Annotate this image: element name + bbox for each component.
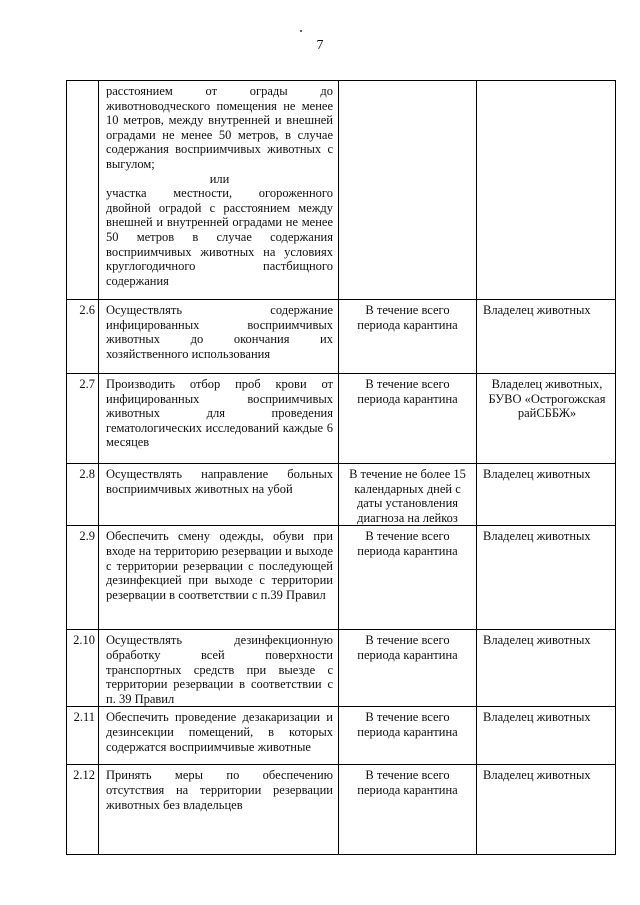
row-number: 2.9 (67, 526, 99, 630)
term-cell: В течение всего периода карантина (339, 526, 477, 630)
row-number: 2.6 (67, 300, 99, 374)
action-cell: Осуществлять направление больных восприимчивых животных на убой (99, 464, 339, 526)
row-number (67, 81, 99, 300)
action-text-part: участка местности, огороженного двойной оградой с расстоянием между внешней и внутренней оградами не менее 50 метров в случае содержания восприимчивых животных на условиях круглогодичного пастбищного содержания (106, 186, 333, 288)
responsible-cell: Владелец животных (477, 526, 616, 630)
scan-speck (300, 30, 302, 32)
responsible-cell: Владелец животных (477, 300, 616, 374)
table-row (67, 707, 616, 765)
page-number: 7 (316, 38, 324, 53)
action-cell (99, 81, 339, 300)
row-number: 2.7 (67, 374, 99, 464)
action-cell: Осуществлять дезинфекционную обработку всей поверхности транспортных средств при выезде с территории резервации в соответствии с п. 39 Правил (99, 630, 339, 707)
responsible-cell: Владелец животных (477, 707, 616, 765)
action-cell: Обеспечить смену одежды, обуви при входе на территорию резервации и выходе с территории резервации с последующей дезинфекцией при выходе с территории резервации в соответствии с п.39 Правил (99, 526, 339, 630)
term-cell: В течение всего периода карантина (339, 765, 477, 855)
table-row (67, 81, 616, 300)
responsible-cell: Владелец животных, БУВО «Острогожская райСББЖ» (477, 374, 616, 464)
table-row (67, 526, 616, 630)
term-cell (339, 81, 477, 300)
table-row (67, 300, 616, 374)
action-cell: Производить отбор проб крови от инфицированных восприимчивых животных для проведения гематологических исследований каждые 6 месяцев (99, 374, 339, 464)
row-number: 2.10 (67, 630, 99, 707)
action-text-or: или (209, 171, 230, 186)
action-cell: Обеспечить проведение дезакаризации и дезинсекции помещений, в которых содержатся восприимчивые животные (99, 707, 339, 765)
row-number: 2.11 (67, 707, 99, 765)
row-number: 2.8 (67, 464, 99, 526)
action-cell: Осуществлять содержание инфицированных восприимчивых животных до окончания их хозяйственного использования (99, 300, 339, 374)
responsible-cell: Владелец животных (477, 765, 616, 855)
row-number: 2.12 (67, 765, 99, 855)
responsible-cell: Владелец животных (477, 464, 616, 526)
term-cell: В течение всего периода карантина (339, 300, 477, 374)
table-row (67, 630, 616, 707)
responsible-cell: Владелец животных (477, 630, 616, 707)
table-row (67, 464, 616, 526)
responsible-cell (477, 81, 616, 300)
term-cell: В течение всего периода карантина (339, 374, 477, 464)
table-row (67, 765, 616, 855)
term-cell: В течение всего периода карантина (339, 707, 477, 765)
action-cell: Принять меры по обеспечению отсутствия на территории резервации животных без владельцев (99, 765, 339, 855)
term-cell: В течение всего периода карантина (339, 630, 477, 707)
table-row (67, 374, 616, 464)
term-cell: В течение не более 15 календарных дней с даты установления диагноза на лейкоз (339, 464, 477, 526)
action-text-part: расстоянием от ограды до животноводческого помещения не менее 10 метров, между внутренней и внешней оградами не менее 50 метров, в случае содержания восприимчивых животных с выгулом; (106, 84, 333, 171)
measures-table (66, 80, 616, 855)
